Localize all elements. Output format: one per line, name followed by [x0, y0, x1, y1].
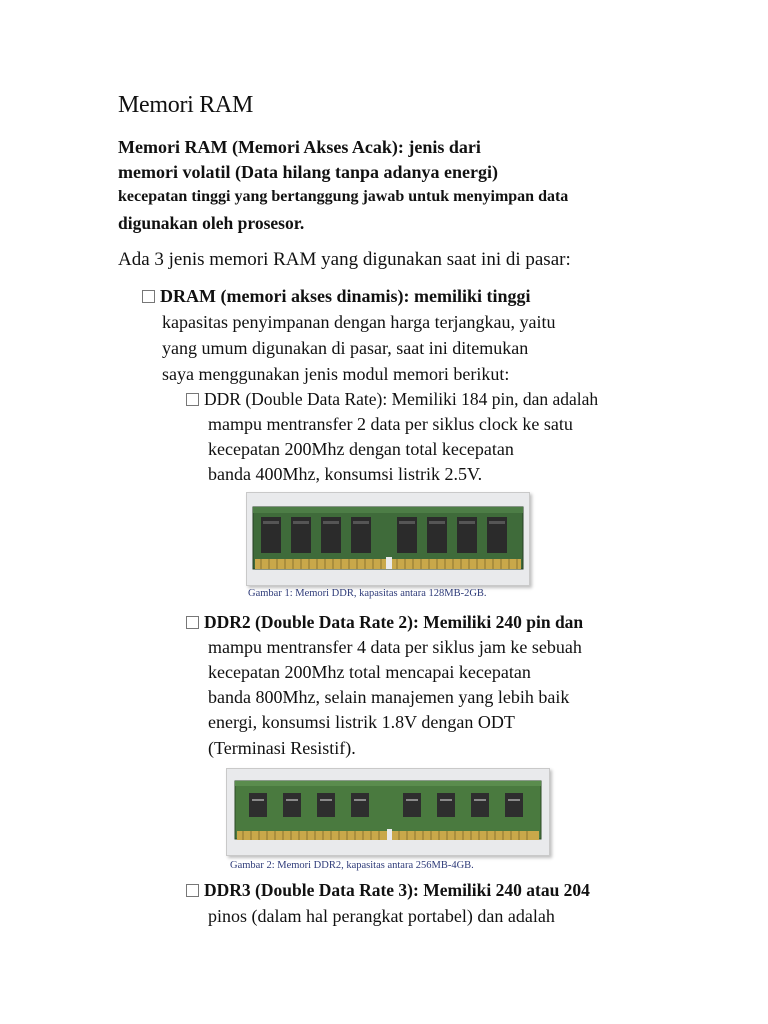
ddr2-figure-caption: Gambar 2: Memori DDR2, kapasitas antara 256MB-4GB. — [230, 860, 474, 871]
ddr3-line-2: pinos (dalam hal perangkat portabel) dan adalah — [208, 906, 555, 926]
ddr2-line-3: kecepatan 200Mhz total mencapai kecepatan — [208, 662, 531, 682]
ddr2-line-2: mampu mentransfer 4 data per siklus jam ke sebuah — [208, 637, 582, 657]
checkbox-bullet-icon — [186, 616, 199, 629]
ddr2-heading — [186, 612, 583, 633]
dram-line-3: yang umum digunakan di pasar, saat ini ditemukan — [162, 338, 529, 358]
ddr2-image-frame — [226, 768, 550, 856]
dram-line-2: kapasitas penyimpanan dengan harga terjangkau, yaitu — [162, 312, 556, 332]
dram-heading-text: DRAM (memori akses dinamis): memiliki tinggi — [160, 286, 531, 306]
dram-line-4: saya menggunakan jenis modul memori berikut: — [162, 364, 510, 384]
ddr2-line-4: banda 800Mhz, selain manajemen yang lebih baik — [208, 687, 570, 707]
ddr2-heading-text: DDR2 (Double Data Rate 2): Memiliki 240 pin dan — [204, 612, 584, 632]
intro-line-2: memori volatil (Data hilang tanpa adanya energi) — [118, 162, 498, 182]
ddr-figure-caption: Gambar 1: Memori DDR, kapasitas antara 128MB-2GB. — [248, 588, 487, 599]
ddr-line-3: kecepatan 200Mhz dengan total kecepatan — [208, 439, 514, 459]
ddr-image-frame — [246, 492, 530, 586]
ddr2-memory-module-image — [227, 769, 549, 855]
types-intro: Ada 3 jenis memori RAM yang digunakan saat ini di pasar: — [118, 249, 571, 270]
ddr2-line-6: (Terminasi Resistif). — [208, 738, 356, 758]
ddr-line-2: mampu mentransfer 2 data per siklus clock ke satu — [208, 414, 573, 434]
intro-line-1: Memori RAM (Memori Akses Acak): jenis dari — [118, 137, 481, 157]
dram-heading — [142, 286, 530, 307]
ddr3-heading — [186, 880, 590, 901]
ddr3-heading-text: DDR3 (Double Data Rate 3): Memiliki 240 atau 204 — [204, 880, 590, 900]
intro-line-3: kecepatan tinggi yang bertanggung jawab untuk menyimpan data — [118, 188, 569, 205]
ddr-memory-module-image — [247, 493, 529, 585]
ddr-heading-text: DDR (Double Data Rate): Memiliki 184 pin, dan adalah — [204, 389, 599, 409]
checkbox-bullet-icon — [186, 884, 199, 897]
ddr-heading — [186, 389, 598, 410]
checkbox-bullet-icon — [142, 290, 155, 303]
ddr2-line-5: energi, konsumsi listrik 1.8V dengan ODT — [208, 712, 515, 732]
ddr-line-4: banda 400Mhz, konsumsi listrik 2.5V. — [208, 464, 483, 484]
checkbox-bullet-icon — [186, 393, 199, 406]
page-title: Memori RAM — [118, 92, 254, 118]
intro-line-4: digunakan oleh prosesor. — [118, 213, 305, 233]
